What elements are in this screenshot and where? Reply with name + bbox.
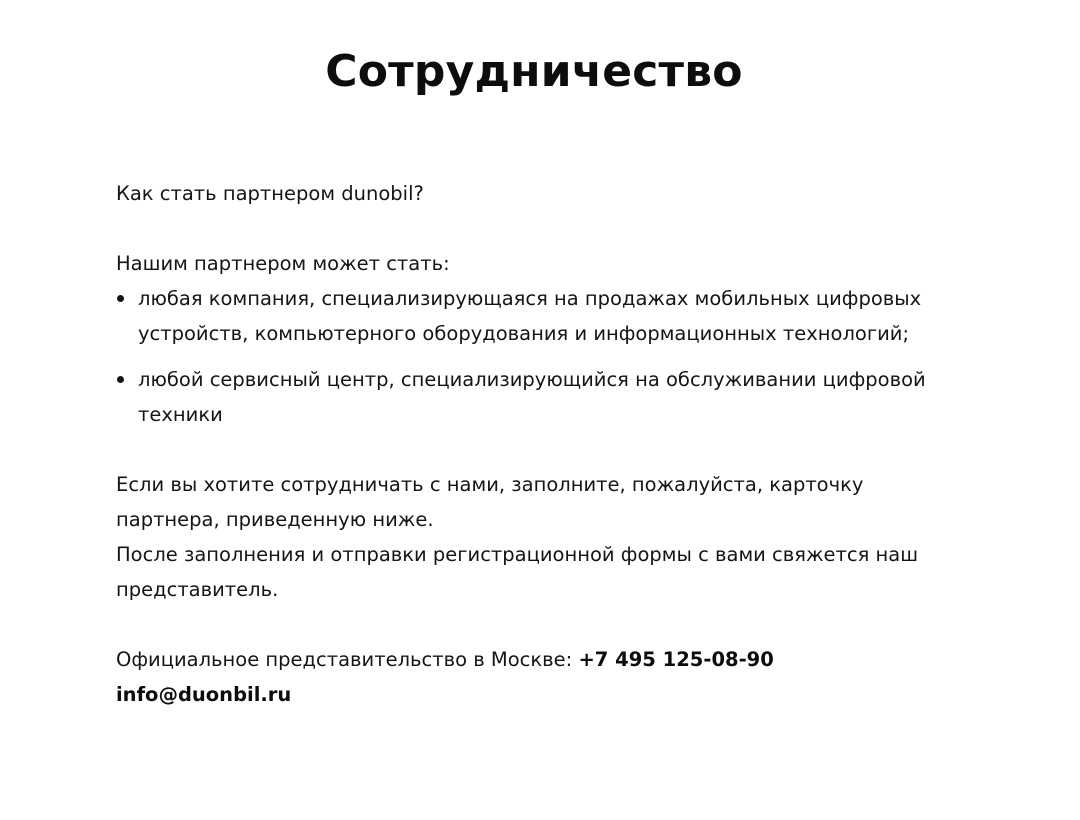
partners-list [116, 281, 966, 432]
cooperate-text: Если вы хотите сотрудничать с нами, заполните, пожалуйста, карточку партнера, приведенную ниже. [116, 473, 864, 531]
spacer [116, 432, 966, 467]
page-title: Сотрудничество [325, 46, 743, 97]
spacer [116, 211, 966, 246]
list-item-text: любой сервисный центр, специализирующийся на обслуживании цифровой техники [138, 368, 926, 426]
office-email-link[interactable]: info@duonbil.ru [116, 683, 292, 706]
bullet-dot-icon [117, 376, 124, 383]
office-contacts [116, 642, 966, 677]
content-block [116, 176, 966, 712]
partners-intro: Нашим партнером может стать: [116, 252, 450, 275]
office-label: Официальное представительство в Москве: [116, 648, 579, 671]
office-phone[interactable]: +7 495 125-08-90 [578, 648, 774, 671]
after-form-text: После заполнения и отправки регистрационной формы с вами свяжется наш представитель. [116, 543, 919, 601]
list-item [116, 362, 966, 432]
list-item-text: любая компания, специализирующаяся на продажах мобильных цифровых устройств, компьютерного оборудования и информационных технологий; [138, 287, 922, 345]
bullet-dot-icon [117, 295, 124, 302]
partner-question: Как стать партнером dunobil? [116, 182, 424, 205]
office-email-line [116, 677, 966, 712]
list-item [116, 281, 966, 351]
spacer [116, 607, 966, 642]
